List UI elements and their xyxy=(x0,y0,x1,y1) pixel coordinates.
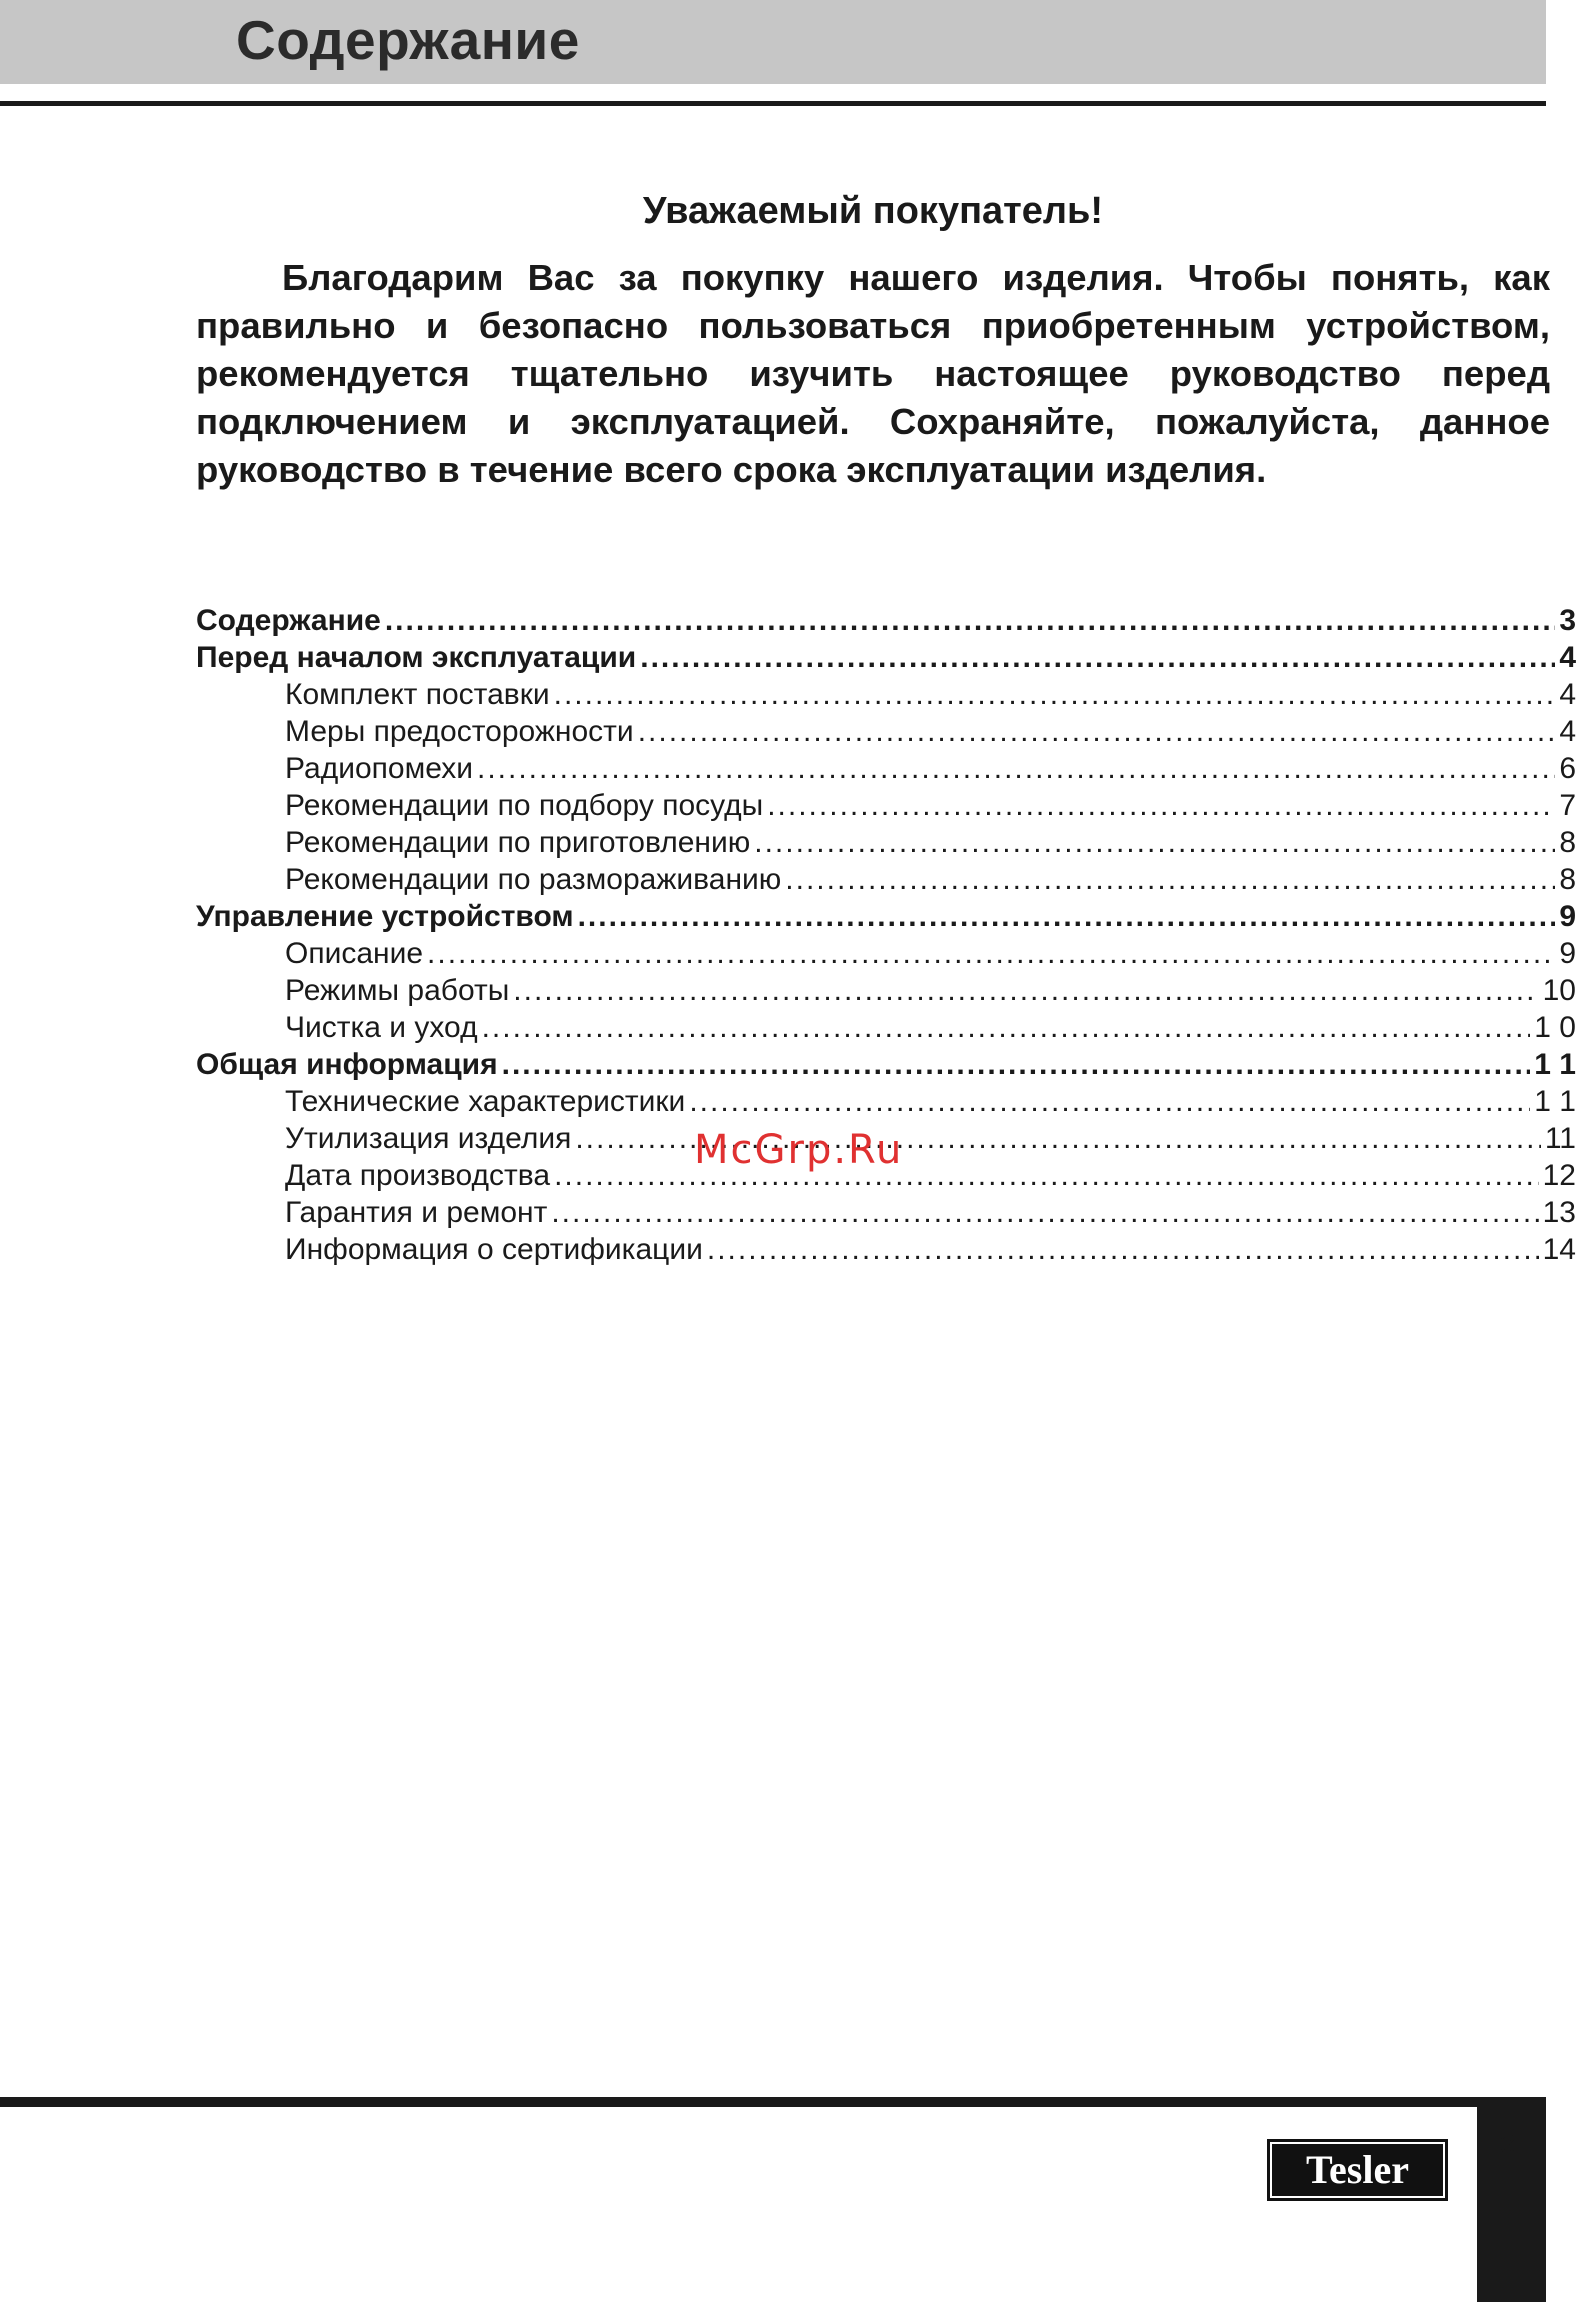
toc-entry[interactable] xyxy=(196,752,1576,789)
header-band xyxy=(0,0,1546,84)
toc-entry-page: 11 xyxy=(1544,1122,1576,1155)
toc-leader-dots xyxy=(554,678,1556,712)
toc-entry[interactable] xyxy=(196,1085,1576,1122)
toc-entry[interactable] xyxy=(196,826,1576,863)
toc-entry-page: 9 xyxy=(1559,937,1576,970)
intro-paragraph: Благодарим Вас за покупку нашего изделия. Чтобы понять, как правильно и безопасно пользоваться приобретенным устройством, рекомендуется тщательно изучить настоящее руководство перед подключением и эксплуатацией. Сохраняйте, пожалуйста, данное руководство в течение всего срока эксплуатации изделия. xyxy=(196,257,1550,490)
watermark: McGrp.Ru xyxy=(694,1127,904,1173)
toc-leader-dots xyxy=(638,715,1556,749)
toc-entry[interactable] xyxy=(196,900,1576,937)
toc-entry-page: 1 1 xyxy=(1534,1085,1576,1118)
toc-entry[interactable] xyxy=(196,641,1576,678)
logo-text: Tesler xyxy=(1306,2147,1409,2192)
toc-entry-page: 8 xyxy=(1559,863,1576,896)
toc-entry-page: 4 xyxy=(1559,678,1576,711)
toc-leader-dots xyxy=(578,900,1556,934)
toc-leader-dots xyxy=(551,1196,1538,1230)
toc-entry-page: 9 xyxy=(1559,900,1576,933)
page-title: Содержание xyxy=(236,9,580,71)
toc-entry-page: 1 1 xyxy=(1534,1048,1576,1081)
toc-entry-label: Комплект поставки xyxy=(285,678,550,711)
toc-entry[interactable] xyxy=(196,1196,1576,1233)
toc-entry-page: 1 0 xyxy=(1534,1011,1576,1044)
toc-leader-dots xyxy=(513,974,1538,1008)
toc-entry[interactable] xyxy=(196,937,1576,974)
toc-entry[interactable] xyxy=(196,974,1576,1011)
toc-entry-label: Содержание xyxy=(196,604,381,637)
toc-entry-label: Радиопомехи xyxy=(285,752,473,785)
toc-entry-page: 3 xyxy=(1559,604,1576,637)
toc-entry-page: 12 xyxy=(1542,1159,1576,1192)
toc-entry-label: Описание xyxy=(285,937,424,970)
toc-leader-dots xyxy=(640,641,1555,675)
toc-entry-label: Общая информация xyxy=(196,1048,498,1081)
toc-leader-dots xyxy=(754,826,1555,860)
toc-entry-page: 4 xyxy=(1559,641,1576,674)
header-rule xyxy=(0,101,1546,106)
toc-entry-label: Режимы работы xyxy=(285,974,510,1007)
toc-entry-label: Гарантия и ремонт xyxy=(285,1196,548,1229)
tesler-logo xyxy=(1267,2139,1448,2201)
toc-entry[interactable] xyxy=(196,678,1576,715)
toc-entry[interactable] xyxy=(196,1011,1576,1048)
toc-leader-dots xyxy=(477,752,1555,786)
toc-entry-label: Рекомендации по подбору посуды xyxy=(285,789,764,822)
toc-leader-dots xyxy=(502,1048,1531,1082)
toc-leader-dots xyxy=(707,1233,1539,1267)
toc-entry-label: Управление устройством xyxy=(196,900,574,933)
toc-entry-label: Рекомендации по размораживанию xyxy=(285,863,782,896)
toc-entry[interactable] xyxy=(196,604,1576,641)
toc-entry-label: Перед началом эксплуатации xyxy=(196,641,637,674)
toc-leader-dots xyxy=(689,1085,1530,1119)
toc-entry-label: Чистка и уход xyxy=(285,1011,478,1044)
toc-entry-page: 7 xyxy=(1559,789,1576,822)
toc-entry-page: 14 xyxy=(1542,1233,1576,1266)
toc-entry-label: Меры предосторожности xyxy=(285,715,634,748)
toc-entry-label: Утилизация изделия xyxy=(285,1122,572,1155)
toc-entry[interactable] xyxy=(196,789,1576,826)
toc-entry-page: 6 xyxy=(1559,752,1576,785)
toc-entry-page: 13 xyxy=(1542,1196,1576,1229)
toc-entry-label: Информация о сертификации xyxy=(285,1233,703,1266)
toc-leader-dots xyxy=(482,1011,1531,1045)
greeting-heading: Уважаемый покупатель! xyxy=(642,190,1104,232)
toc-leader-dots xyxy=(385,604,1555,638)
toc-entry-label: Технические характеристики xyxy=(285,1085,686,1118)
page-number: 3 xyxy=(1500,2128,1516,2159)
toc-entry-page: 4 xyxy=(1559,715,1576,748)
toc-leader-dots xyxy=(767,789,1555,823)
toc-entry[interactable] xyxy=(196,1233,1576,1270)
toc-entry-page: 8 xyxy=(1559,826,1576,859)
toc-leader-dots xyxy=(785,863,1555,897)
toc-entry[interactable] xyxy=(196,1048,1576,1085)
toc-entry[interactable] xyxy=(196,715,1576,752)
toc-leader-dots xyxy=(427,937,1555,971)
toc-entry-page: 10 xyxy=(1542,974,1576,1007)
toc-entry[interactable] xyxy=(196,863,1576,900)
footer-rule xyxy=(0,2097,1546,2107)
toc-entry-label: Рекомендации по приготовлению xyxy=(285,826,751,859)
toc-entry-label: Дата производства xyxy=(285,1159,551,1192)
